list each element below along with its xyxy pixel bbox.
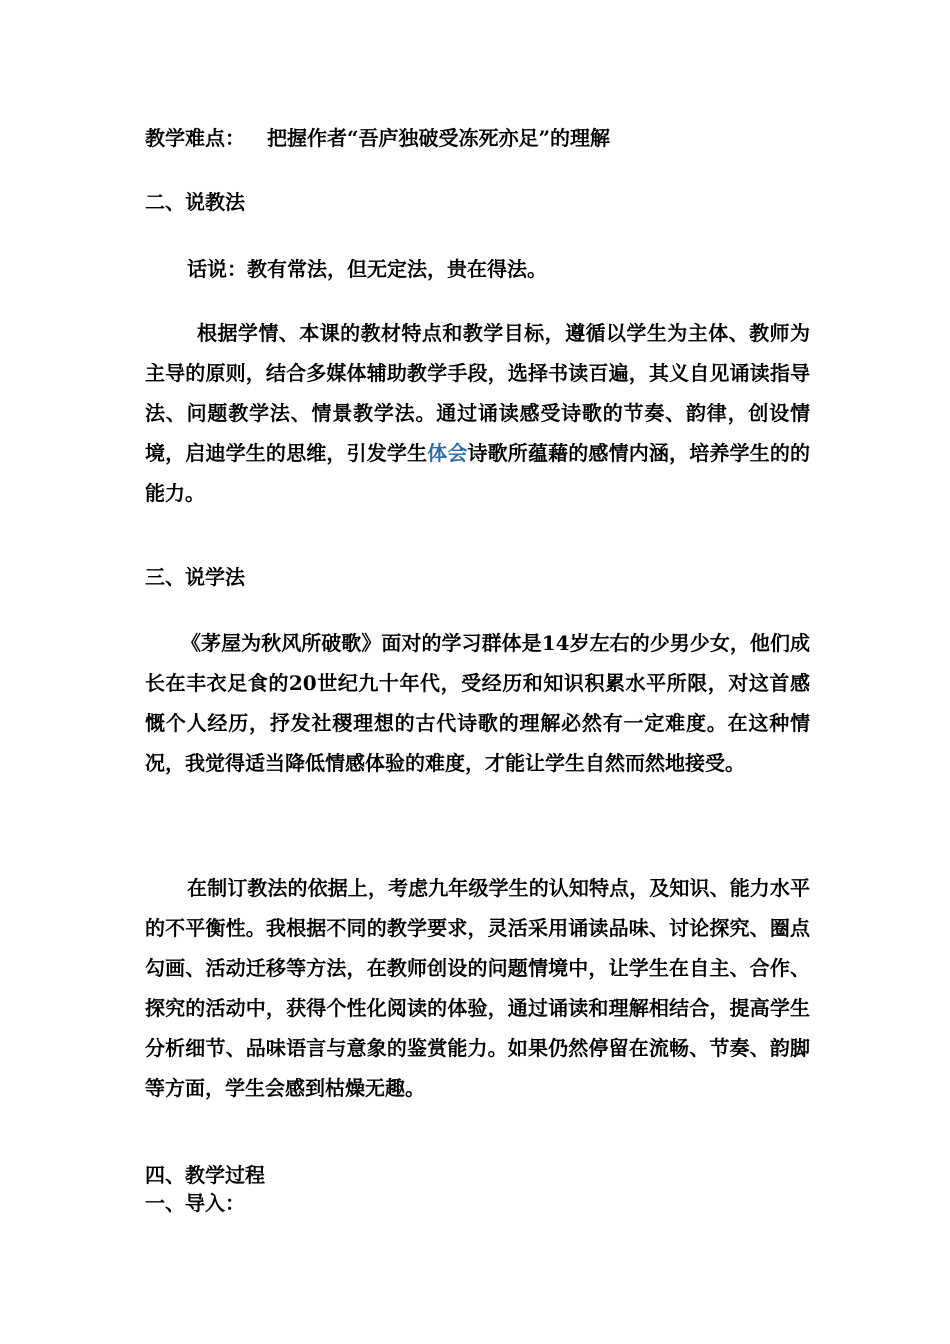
section-heading-teaching-method: 二、说教法: [145, 190, 245, 214]
teaching-method-text-b: 诗歌所蕴藉的感情内涵，培养学生的的能力。: [145, 441, 810, 505]
teaching-method-quote: 话说：教有常法，但无定法，贵在得法。: [187, 257, 547, 281]
section-heading-learning-method: 三、说学法: [145, 565, 245, 589]
teaching-method-text-a: 根据学情、本课的教材特点和教学目标，遵循以学生为主体、教师为主导的原则，结合多媒体辅助教学手段，选择书读百遍，其义自见诵读指导法、问题教学法、情景教学法。通过诵读感受诗歌的节奏、韵律，创设情境，启迪学生的思维，引发学生: [145, 321, 810, 465]
teaching-difficulty-label: 教学难点：: [145, 126, 245, 150]
subsection-heading-introduction: 一、导入：: [145, 1191, 245, 1215]
tihui-link[interactable]: 体会: [427, 441, 468, 465]
teaching-difficulty-line: [145, 126, 610, 150]
teaching-difficulty-text: 把握作者“吾庐独破受冻死亦足”的理解: [267, 126, 611, 150]
learning-method-paragraph-1: 《茅屋为秋风所破歌》面对的学习群体是14岁左右的少男少女，他们成长在丰衣足食的20世纪九十年代，受经历和知识积累水平所限，对这首感慨个人经历，抒发社稷理想的古代诗歌的理解必然有一定难度。在这种情况，我觉得适当降低情感体验的难度，才能让学生自然而然地接受。: [145, 631, 810, 775]
section-heading-teaching-process: 四、教学过程: [145, 1163, 265, 1187]
teaching-method-paragraph: [145, 313, 810, 513]
learning-method-paragraph-2: 在制订教法的依据上，考虑九年级学生的认知特点，及知识、能力水平的不平衡性。我根据不同的教学要求，灵活采用诵读品味、讨论探究、圈点勾画、活动迁移等方法，在教师创设的问题情境中，让学生在自主、合作、探究的活动中，获得个性化阅读的体验，通过诵读和理解相结合，提高学生分析细节、品味语言与意象的鉴赏能力。如果仍然停留在流畅、节奏、韵脚等方面，学生会感到枯燥无趣。: [145, 876, 810, 1100]
